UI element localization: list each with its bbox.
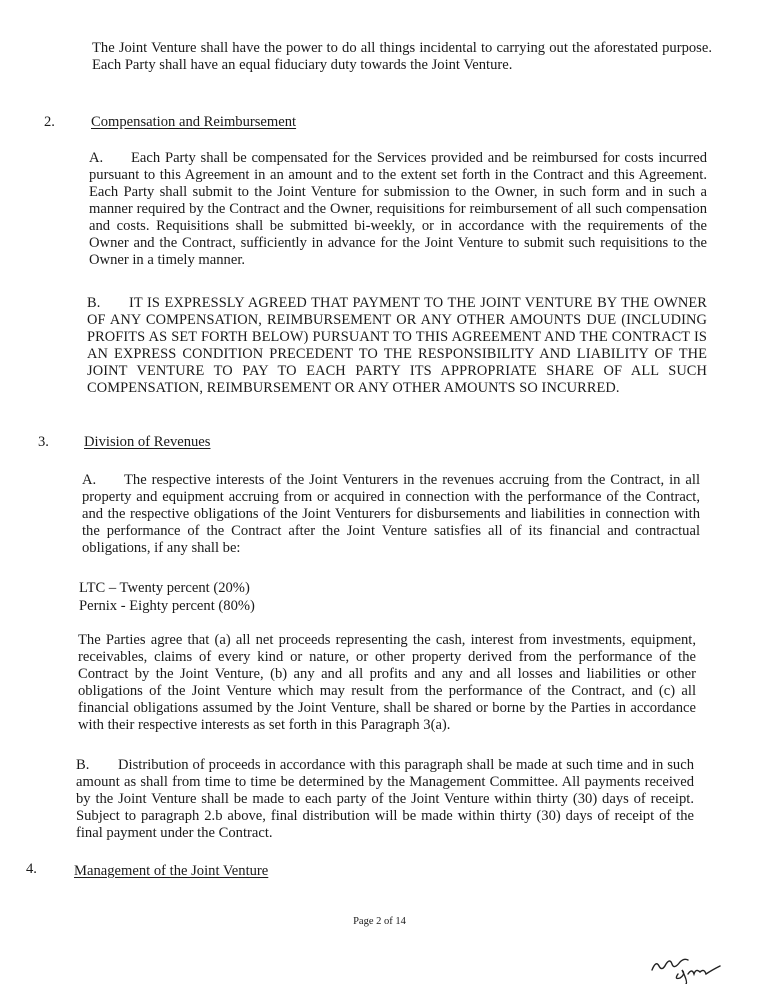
section-3a-text: The respective interests of the Joint Venturers in the revenues accruing from the Contract, in all property and equipment accruing from or acquired in connection with the performance of the Contract, and the respective obligations of the Joint Venturers for disbursements and liabilities in connection with the performance of the Contract after the Joint Venture satisfies all of its financial and contractual obligations, if any shall be: — [82, 472, 700, 556]
section-2b-text: IT IS EXPRESSLY AGREED THAT PAYMENT TO THE JOINT VENTURE BY THE OWNER OF ANY COMPENSATION, REIMBURSEMENT OR ANY OTHER AMOUNTS DUE (INCLUDING PROFITS AS SET FORTH BELOW) PURSUANT TO THIS AGREEMENT AND THE CONTRACT IS AN EXPRESS CONDITION PRECEDENT TO THE RESPONSIBILITY AND LIABILITY OF THE JOINT VENTURE TO PAY TO EACH PARTY ITS APPROPRIATE SHARE OF ALL SUCH COMPENSATION, REIMBURSEMENT OR ANY OTHER AMOUNTS SO INCURRED. — [87, 295, 707, 396]
section-2b-label: B. — [87, 295, 101, 311]
section-4-title: Management of the Joint Venture — [74, 863, 269, 879]
section-3a-label: A. — [82, 472, 97, 488]
section-2b-paragraph — [87, 295, 707, 397]
page-number: Page 2 of 14 — [353, 916, 406, 927]
section-3-number: 3. — [38, 434, 49, 450]
section-3-agreement-paragraph: The Parties agree that (a) all net proceeds representing the cash, interest from investments, equipment, receivables, claims of every kind or nature, or other property derived from the performance of the Contract by the Joint Venture, (b) any and all profits and any and all losses and liabilities or other obligations of the Joint Venture which may result from the performance of the Contract, and (c) all financial obligations assumed by the Joint Venture, shall be shared or borne by the Parties in accordance with their respective interests as set forth in this Paragraph 3(a). — [78, 632, 696, 733]
handwritten-initials — [648, 948, 734, 984]
share-ltc: LTC – Twenty percent (20%) — [79, 580, 250, 596]
section-2a-label: A. — [89, 150, 104, 166]
section-4-number: 4. — [26, 861, 37, 877]
section-2-title: Compensation and Reimbursement — [91, 114, 297, 130]
section-3a-paragraph — [82, 472, 700, 557]
section-3b-label: B. — [76, 757, 90, 773]
section-2-number: 2. — [44, 114, 55, 130]
section-3-title: Division of Revenues — [84, 434, 211, 450]
share-pernix: Pernix - Eighty percent (80%) — [79, 598, 255, 614]
section-2a-paragraph — [89, 150, 707, 269]
section-3b-paragraph — [76, 757, 694, 842]
section-3b-text: Distribution of proceeds in accordance with this paragraph shall be made at such time and in such amount as shall from time to time be determined by the Management Committee. All payments received by the Joint Venture shall be made to each party of the Joint Venture within thirty (30) days of receipt. Subject to paragraph 2.b above, final distribution will be made within thirty (30) days of receipt of the final payment under the Contract. — [76, 757, 694, 841]
section-2a-text: Each Party shall be compensated for the Services provided and be reimbursed for costs incurred pursuant to this Agreement in an amount and to the extent set forth in the Contract and this Agreement. Each Party shall submit to the Joint Venture for submission to the Owner, in such form and in such a manner required by the Contract and the Owner, requisitions for reimbursement of all such compensation and costs. Requisitions shall be submitted bi-weekly, or in accordance with the requirements of the Owner and the Contract, sufficiently in advance for the Joint Venture to submit such requisitions to the Owner in a timely manner. — [89, 150, 707, 268]
intro-paragraph: The Joint Venture shall have the power to do all things incidental to carrying out the aforestated purpose. Each Party shall have an equal fiduciary duty towards the Joint Venture. — [92, 40, 712, 73]
